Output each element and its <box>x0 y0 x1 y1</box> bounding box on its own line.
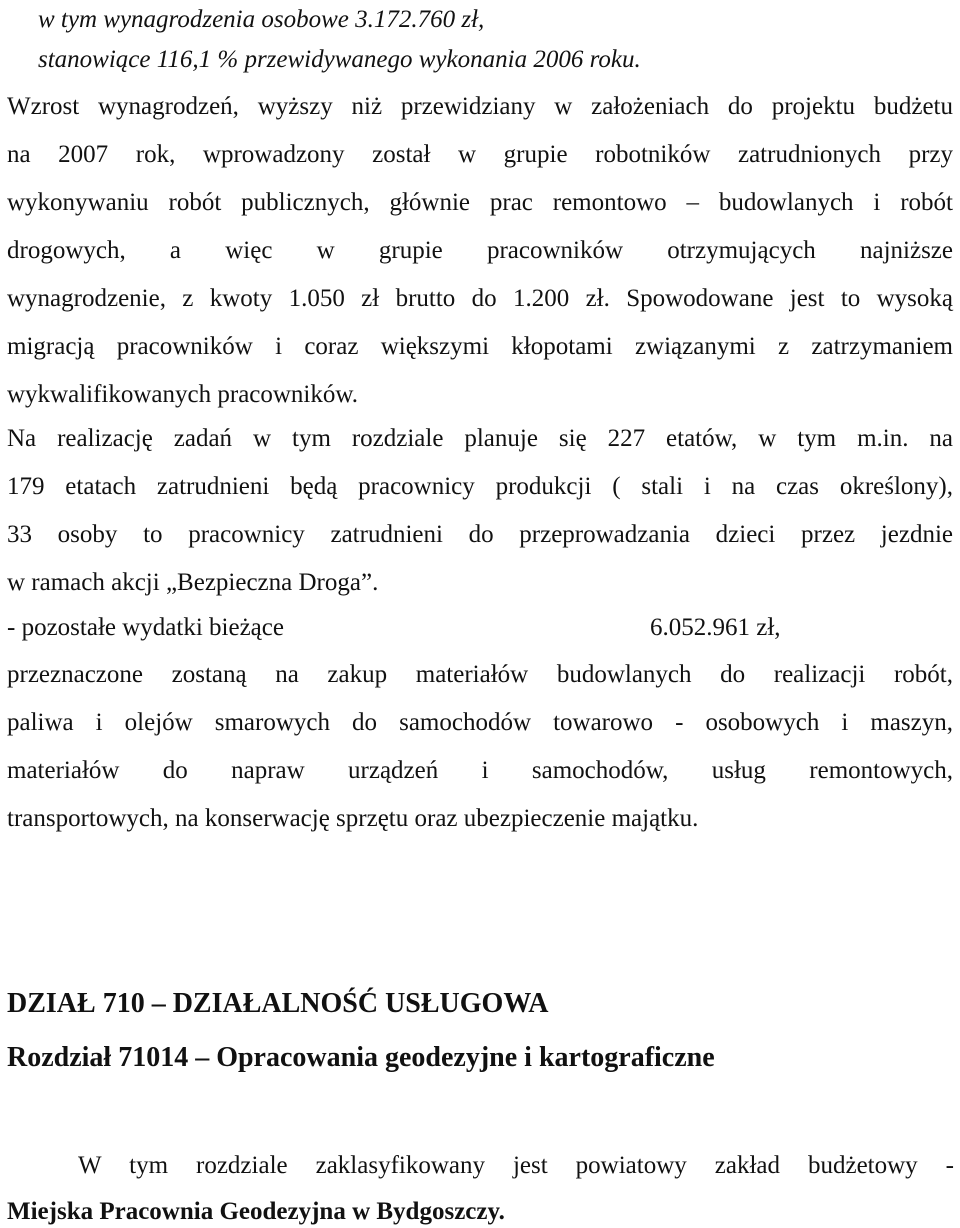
paragraph-line: wynagrodzenie, z kwoty 1.050 zł brutto do 1.200 zł. Spowodowane jest to wysoką <box>7 285 953 312</box>
chapter-heading: Rozdział 71014 – Opracowania geodezyjne i kartograficzne <box>7 1042 715 1073</box>
paragraph-line: Wzrost wynagrodzeń, wyższy niż przewidziany w założeniach do projektu budżetu <box>7 93 953 120</box>
paragraph-line: 33 osoby to pracownicy zatrudnieni do przeprowadzania dzieci przez jezdnie <box>7 521 953 548</box>
paragraph-line: migracją pracowników i coraz większymi kłopotami związanymi z zatrzymaniem <box>7 333 953 360</box>
paragraph-line: 179 etatach zatrudnieni będą pracownicy produkcji ( stali i na czas określony), <box>7 473 953 500</box>
paragraph-line: wykwalifikowanych pracowników. <box>7 381 359 408</box>
paragraph-line: przeznaczone zostaną na zakup materiałów budowlanych do realizacji robót, <box>7 661 953 688</box>
paragraph-line: drogowych, a więc w grupie pracowników otrzymujących najniższe <box>7 237 953 264</box>
paragraph-line: paliwa i olejów smarowych do samochodów towarowo - osobowych i maszyn, <box>7 709 953 736</box>
other-expenses-amount: 6.052.961 zł, <box>650 614 781 641</box>
paragraph-line: materiałów do napraw urządzeń i samochodów, usług remontowych, <box>7 757 953 784</box>
paragraph-line: wykonywaniu robót publicznych, głównie prac remontowo – budowlanych i robót <box>7 189 953 216</box>
other-expenses-row <box>7 612 953 644</box>
paragraph-line: transportowych, na konserwację sprzętu oraz ubezpieczenie majątku. <box>7 805 699 832</box>
other-expenses-label: - pozostałe wydatki bieżące <box>7 614 284 641</box>
percentage-line: stanowiące 116,1 % przewidywanego wykonania 2006 roku. <box>38 46 641 73</box>
paragraph-line: W tym rozdziale zaklasyfikowany jest powiatowy zakład budżetowy - <box>78 1152 954 1179</box>
paragraph-line: Na realizację zadań w tym rozdziale planuje się 227 etatów, w tym m.in. na <box>7 425 953 452</box>
paragraph-line: na 2007 rok, wprowadzony został w grupie robotników zatrudnionych przy <box>7 141 953 168</box>
section-heading: DZIAŁ 710 – DZIAŁALNOŚĆ USŁUGOWA <box>7 988 549 1019</box>
paragraph-line: w ramach akcji „Bezpieczna Droga”. <box>7 569 379 596</box>
salary-line: w tym wynagrodzenia osobowe 3.172.760 zł, <box>38 6 485 33</box>
unit-name: Miejska Pracownia Geodezyjna w Bydgoszczy. <box>7 1198 505 1225</box>
